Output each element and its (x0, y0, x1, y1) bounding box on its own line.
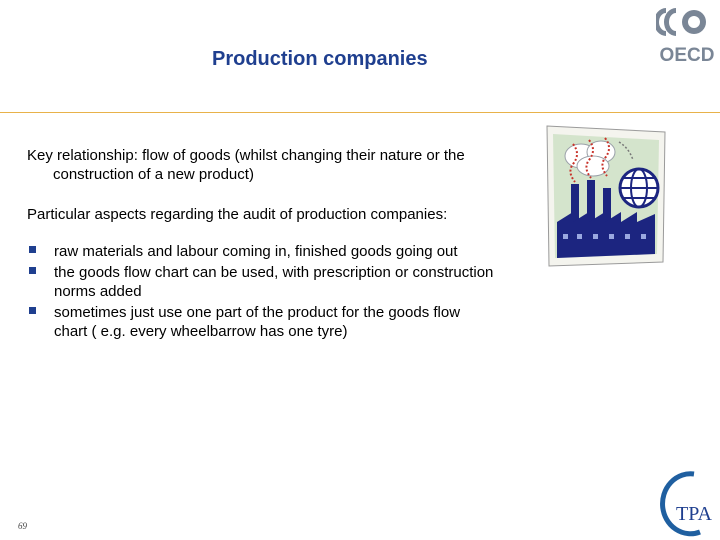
bullet-square-icon (29, 267, 36, 274)
key-relationship-paragraph: Key relationship: flow of goods (whilst changing their nature or the construction of a new product) (27, 147, 465, 183)
list-item (27, 303, 497, 341)
tpa-logo-text: TPA (676, 503, 712, 525)
list-item-text: sometimes just use one part of the product for the goods flow chart ( e.g. every wheelbarrow has one tyre) (54, 304, 461, 340)
bullet-square-icon (29, 307, 36, 314)
oecd-logo-text: OECD (659, 45, 715, 64)
list-item (27, 242, 497, 261)
audit-aspects-paragraph: Particular aspects regarding the audit of production companies: (27, 206, 448, 223)
tpa-logo (660, 466, 718, 538)
slide-body (27, 146, 497, 343)
list-item-text: the goods flow chart can be used, with prescription or construction norms added (54, 264, 494, 300)
factory-globe-illustration (543, 122, 668, 268)
list-item-text: raw materials and labour coming in, finished goods going out (54, 243, 458, 260)
oecd-logo (656, 4, 718, 64)
page-number: 69 (18, 521, 27, 531)
title-divider (0, 112, 720, 113)
globe-icon (620, 169, 658, 207)
bullet-square-icon (29, 246, 36, 253)
slide-title: Production companies (212, 48, 428, 70)
audit-aspects-list (27, 242, 497, 341)
list-item (27, 263, 497, 301)
